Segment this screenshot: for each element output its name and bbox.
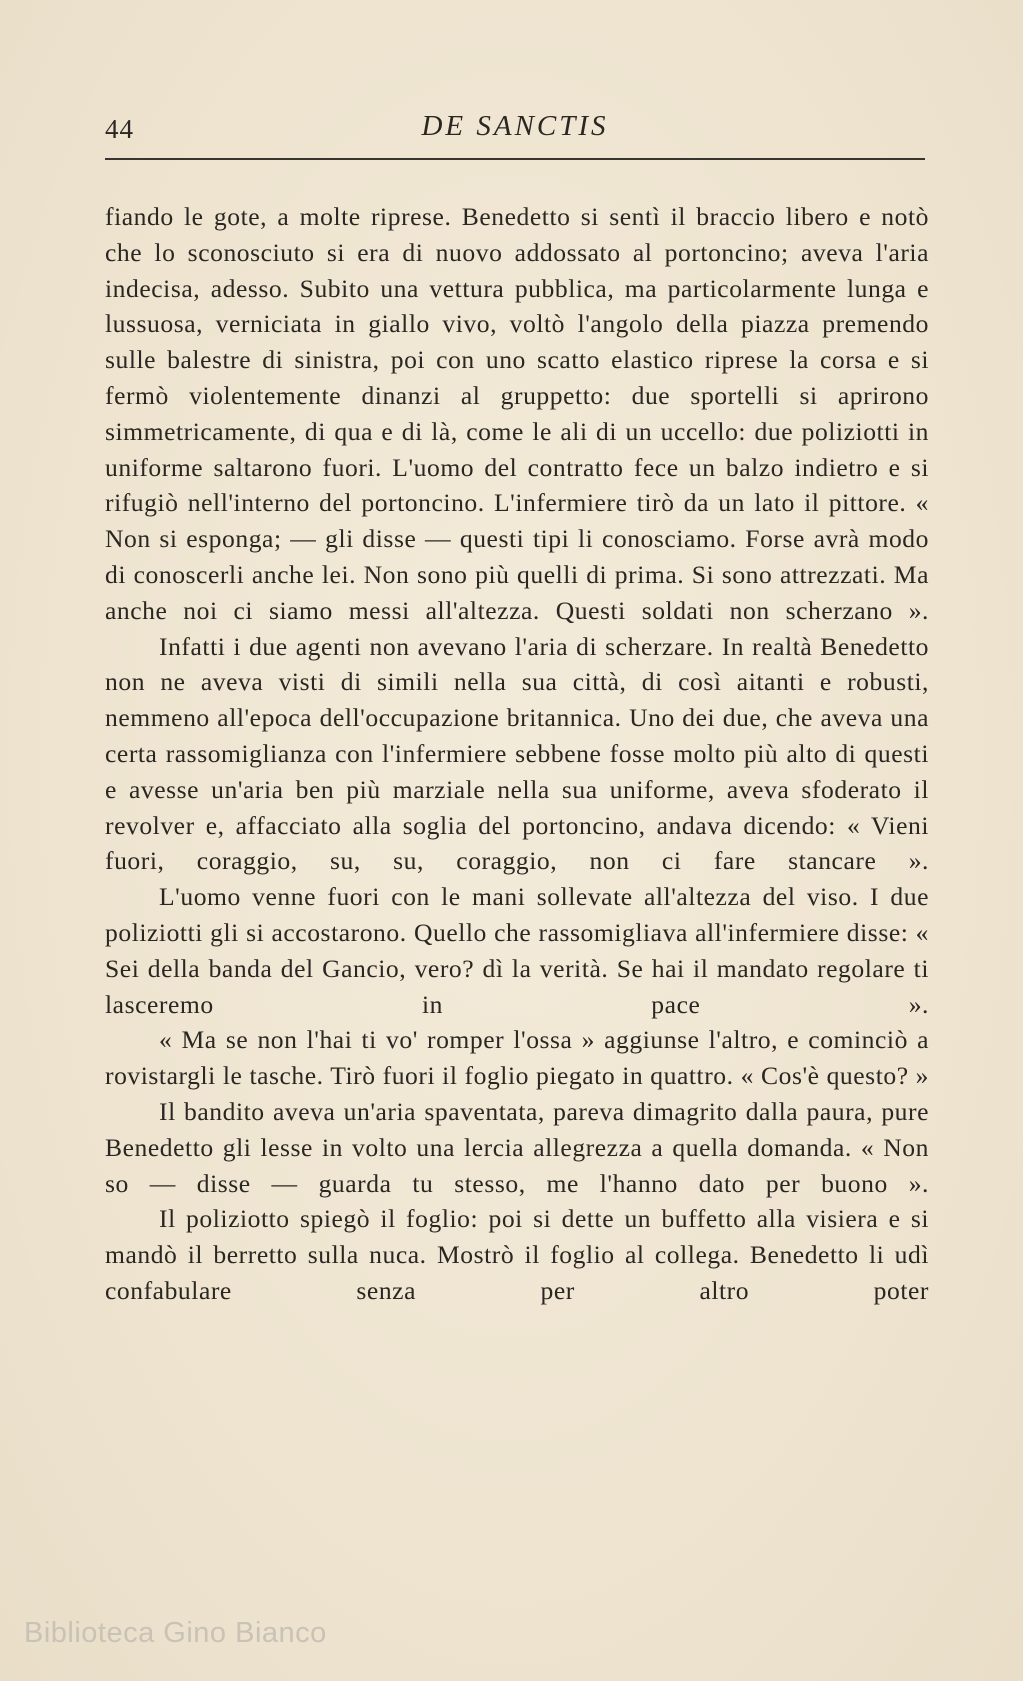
body-text — [105, 199, 929, 1309]
paragraph-4: « Ma se non l'hai ti vo' romper l'ossa » aggiunse l'altro, e cominciò a rovistargli le tasche. Tirò fuori il foglio piegato in quattro. « Cos'è questo? » — [105, 1025, 929, 1091]
paragraph-3: L'uomo venne fuori con le mani sollevate all'altezza del viso. I due poliziotti gli si accostarono. Quello che rassomigliava all'infermiere disse: « Sei della banda del Gancio, vero? dì la verità. Se hai il mandato regolare ti lasceremo in pace ». — [105, 882, 929, 1019]
paragraph-1: fiando le gote, a molte riprese. Benedetto si sentì il braccio libero e notò che lo sconosciuto si era di nuovo addossato al portoncino; aveva l'aria indecisa, adesso. Subito una vettura pubblica, ma particolarmente lunga e lussuosa, verniciata in giallo vivo, voltò l'angolo della piazza premendo sulle balestre di sinistra, poi con uno scatto elastico riprese la corsa e si fermò violentemente dinanzi al gruppetto: due sportelli si aprirono simmetricamente, di qua e di là, come le ali di un uccello: due poliziotti in uniforme saltarono fuori. L'uomo del contratto fece un balzo indietro e si rifugiò nell'interno del portoncino. L'infermiere tirò da un lato il pittore. « Non si esponga; — gli disse — questi tipi li conosciamo. Forse avrà modo di conoscerli anche lei. Non sono più quelli di prima. Si sono attrezzati. Ma anche noi ci siamo messi all'altezza. Questi soldati non scherzano ». — [105, 202, 929, 625]
running-title: DE SANCTIS — [421, 110, 609, 142]
paragraph-6: Il poliziotto spiegò il foglio: poi si dette un buffetto alla visiera e si mandò il berretto sulla nuca. Mostrò il foglio al collega. Benedetto li udì confabulare senza per altro poter — [105, 1204, 929, 1305]
paragraph-5: Il bandito aveva un'aria spaventata, pareva dimagrito dalla paura, pure Benedetto gli lesse in volto una lercia allegrezza a quella domanda. « Non so — disse — guarda tu stesso, me l'hanno dato per buono ». — [105, 1096, 929, 1198]
paragraph-2: Infatti i due agenti non avevano l'aria di scherzare. In realtà Benedetto non ne aveva visti di simili nella sua città, di così aitanti e robusti, nemmeno all'epoca dell'occupazione britannica. Uno dei due, che aveva una certa rassomiglianza con l'infermiere sebbene fosse molto più alto di questi e avesse un'aria ben più marziale nella sua uniforme, aveva sfoderato il revolver e, affacciato alla soglia del portoncino, andava dicendo: « Vieni fuori, coraggio, su, su, coraggio, non ci fare stancare ». — [105, 631, 929, 876]
library-watermark: Biblioteca Gino Bianco — [24, 1617, 327, 1649]
page-header — [105, 108, 925, 152]
header-rule — [105, 158, 925, 160]
page-number: 44 — [105, 114, 134, 144]
